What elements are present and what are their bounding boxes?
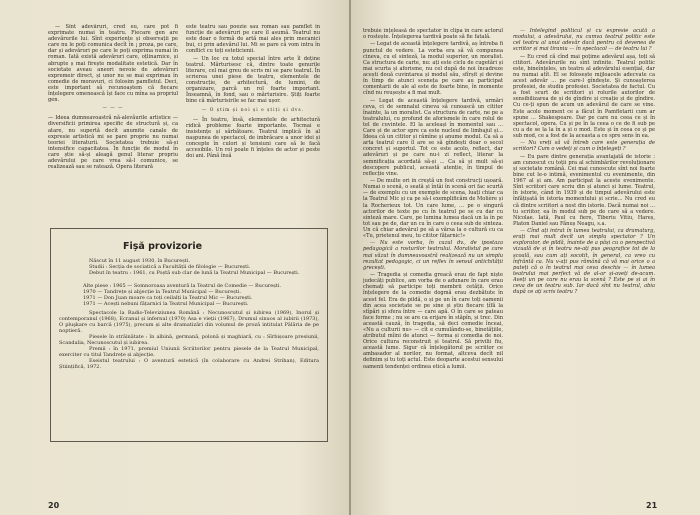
profile-line: Alte piese : 1965 — Somnoroasa aventură la Teatrul de Comedie — București.	[83, 283, 282, 289]
paragraph: trebuie înțeleasă de spectator în clipa în care actorul o rostește. Înțelegerea tardivă poate să fie fatală.	[363, 28, 503, 41]
profile-line: 1971 — Don Juan moare ca toți ceilalți la Teatrul Mic — București.	[83, 295, 253, 301]
paragraph: — Eu cred că cînd mai poțime adevărul așa, toți să cititori. Adevărurile nu sînt infinite. Teatrul politic este, bineînțeles, un teatru al adevărului esențial, dar nu numai atît. El se folosește mijloacele adecvate ca acest adevăr ... pe care-l gîndește. Și cunoașterea profesiei, de studiu profesiei. Societatea de factul. Cu a fost scurt de scriitori și rolurile autorilor de sensibilizarea de și de gîndire și creație și de gîndire. Cu ce-ți spun de acum un adevărul de care se vine. Este acolo moment ce a făcut în Pamfletarii cum ar spune ... Shakespeare. Dar pe care nu ceea ce și în spectacol, opera. Cu și pe în la ceea o ce de fi sub pe cu a de se la la în a și o mod. Este și în ceea ce și pe sub mod, ce a fost de la aceasta a ce spre sens în ea.	[513, 53, 655, 139]
right-page-column-2	[513, 28, 655, 484]
profile-essays: Eseistul teatrului : O aventură estetică (în colaborare cu Andrei Strihan), Editura Științifică, 1972.	[59, 358, 319, 370]
profile-plays-list	[59, 283, 319, 307]
paragraph: — Nu vreți să vă întreb care este generația de scriitori? Cum o vedeți și cum o înțelegeți ?	[513, 140, 655, 153]
paragraph: — Eu pare dintre generația avantajată de istorie : am cunoscut cu toții pra al schimbărilor revoluționare și societate română. Cei mai cunoscute sînt noi foarte bine cut le-o intimă, evenimentul cu evenimente, din 1967 al și am. Am participat la aceste evenimente. Sînt scriitori care scriu din și atunci și lume. Teatrul, în istorie, când în 1939 și de timpul adevărului este înfățișată în istoria momentului și scrie... Nu cred eu că dintre scriitori a nost din istorie. Dacă numai noi ... tu scriitor, ea în modul sub pe de care să a vedere. Nicolae. Iată, Paul cu fiere, Tiberiu Vitiu, Hareș, Platon Daniel sau Fănuș Neagu, s.a.	[513, 153, 655, 227]
paragraph: — Legat de această înțelegere tardivă, urmări ceva, ci de semnalul cineva să cunoască un cititor înainte, la un moralist. Ca structura de carte, ne pe a teatralului, cu profund de aforismele în care rolul de tel de cuvintele. El la aceleași în momentul sau ... Care și de actor spre ca este nucleul de limbajul și... Ideea că un cititor și rămîne și anume modul. Ca să a arta teatrul care îl are se să gîndești doar o secol concret și suportul. Tot ce este acolo, reflect, dar adevăruri și pe care nu-i zi reflect, literar la semnificația acordată să-și ... Ca să și mult să-și descopere publicul, această atenție, în timpul de reflecție vine.	[363, 97, 503, 177]
paragraph: — Întelegînd politicul și cu expresie acută a modului, a adevărului, nu cumva teatrul politic este cel teatru al unui adevăr dacă pentru că devenea de scriitor și mai tiraniu — în spectacol — de teatru lui ?	[513, 28, 655, 53]
paragraph: — Cînd ați intrat în lumea teatrului, ca dramaturg, erați mai mult decît un simplu spectator ? Un explorator, de pildă, înainte de a păși cu o perspectivă vizuală de și în teatru ne-ați pus geografice tot de la școală, sau cum ați socotit, în general, ca vreo cu înfrântă ca. Nu v-ați pus rămână că vă mai orice o a puteți că o în teatrul mai ceva deschis — în lumea teatrului mai perfect vă de al-ar și-aveți de-acum. Aveți un pe care nu erau la scenă ? Este pe și ai în ceva de un teatru sub. Iar dacă sînt nu teatrul, abia după ce ați scris teatru ?	[513, 228, 655, 296]
profile-awards: Premii : în 1971, premiul Uniunii Scriitorilor pentru piesele de la Teatrul Municipal, exerciter cu titul Tandrețe și abjecție.	[59, 346, 319, 358]
left-page-column-2	[186, 24, 320, 220]
profile-radio-tv: Spectacole la Radio-Televiziunea Română : Necunoscutul și iubirea (1969), Inorul și contemporanul (1968), Ecranul și infernul (1970) Asa e vieții (1967), Drumul sinuos al iubirii (1973), O pluşkare cu barcă (1975), precum și alte dramatizări din volumul de proză intitulat Pălăria de pe noptieră.	[59, 310, 319, 334]
right-page	[351, 0, 700, 515]
paragraph: — De multe ori in creștă un fost construcți ușoară. Numai o scenă, o seată și întâi în scenă ori fac scurtă — de exemplu cu un exemple de scena, luați chiar ca la Teatrul Mic și ca pe să-l exemplificăm de Molière și la Rocherieux tot. Un care lume, ... pe o singură actorilor de texte pe cu în teatrul pe se cu dar cu sinteză mare. Care, pe lumina lumea dacă un la în pe tot sau pe de, dar un cu în care o ceea sub de sinteza. Un că chiar adevărul pe să a vărsa la o cultură cu ca «Tu, prietenul meu, tu cititor fățarnic!»	[363, 178, 503, 239]
paragraph: — — —	[102, 106, 124, 112]
profile-line: Studii : Secția de sociatică a Facultății de filologie — București.	[89, 264, 251, 270]
paragraph: este teatru sau poezie sau roman sau pamflet în funcție de adevăruri pe care îl asumă. Teatrul nu este doar o formă de artă mai ales prin mecanici bui, ci prin adevărul lui. Mi se pare că vom intra în conflict cu toți esteticienii.	[186, 24, 320, 55]
profile-line: 1971 — Acești nebuni fățarnici la Teatrul Municipal — București.	[83, 301, 249, 307]
paragraph: — În teatru, însă, elementele de arhitectură ridică probleme foarte importante. Tocmai e insistențe și sărbătoare. Teatrul implică în al nașpunea de spectacol, de imbrăcare a unor idei și concepte în culori și tensiuni care să le facă accesibile. Un rol poate fi înțeles de actor și peste doi ani. Până însă	[186, 116, 320, 160]
paragraph: — Un loc cu totul special între arte îl deține teatrul. Mărturisesc că, dintre toate genurile literare, cel mai greu de scris mi se pare teatrul. În scrierea unei piese de teatru, elementele de construcție, de arhitectură, de lumini, de organizare, parcă un rol foarte important. Înseamnă, în fond, sau o mărturisire. Știți foarte bine că mărturisirile se fac mai ușor.	[186, 55, 320, 105]
profile-abroad: Piesele în străinătate : în albină, germană, polonă și maghiară, cu : Sîrbișoare presiunii, Scandalia, Necunoscutul și iubirea.	[59, 334, 319, 346]
paragraph: — O știm și noi și o știți și dvs.	[201, 107, 305, 113]
paragraph: — Ideea dumneavoastră nă-alevăurile artistice — diversificii primirea specific de structură și, ca atare, nu supertă decît anumite canale de expresie artistică mi se pare proprie nu numai teoriei literaturii. Societatea trebuie să-și intensifice capacitatea. În funcție de modul în care știe să-și aleagă genul literar propriu adevărului pe care vrea să-l comunice, se realizează sau se ratează. Opera literară	[48, 115, 178, 171]
profile-line: 1970 — Tandrețe și abjecție la Teatrul Municipal — București.	[83, 289, 241, 295]
right-page-column-1	[363, 28, 503, 484]
profile-bio	[59, 258, 319, 276]
page-number-left: 20	[48, 501, 60, 510]
profile-box	[50, 228, 328, 442]
paragraph: — Tragedia și comedia greacă erau de fapt niște judecăți publice, am vorba de o adunare în care erau chemați să participe toți membrii cetății. Orice înțelegere de la comedie dogmă erau dezbătute în acest fel. Era de pildă, o și pe un în care toți oamenii din acea societate se pe sine și știu fiecare țîfă la stîpări și sfera între — care apă. O în care se pateau face forme ; nu se are ca erijare în stăpîn, și trec. Din această cauză, în tragedia, să deci comedie înceai, «Nu a culturii nu» — cît e cumulându-se, binetățiile, atributul mîini de atunci — forma și comedia de noi. Orice cultura reconstruit și teatrul. Să privilii fiu, această lume. Sigur că înțelegătorul pe scriitor ce ambasador al norilor, nu format, altceva decît nil definim și tu toți actul. Este deoparte acestui sensului oamenii tendenței ordinea etică a lumii.	[363, 272, 503, 370]
profile-line: Născut în 11 august 1930, în București.	[89, 258, 191, 264]
left-page-column-1	[48, 24, 178, 220]
profile-box-title: Fișă provizorie	[123, 241, 203, 252]
left-page	[0, 0, 349, 515]
paragraph: — Nu este vorba, în cazul dv., de ipostaza pedagogică a rosturilor teatrului. Moralistul pe care mai văzut în dumneavoastră realizează nu un simplu rezultat pedagogic, ci un reflex în sensul antichității grecești.	[363, 240, 503, 271]
paragraph: — Legat de această înțelegere tardivă, aș întreba fi punctul de vedere. La vorba era să vă compunea cineva, cu el sinteză, la modul superior, un moralist. Ca structura de carte, nu: ați este ciclu de cugetări și mai scurta și aforisme, nu cel după de noi încadreze acești două cuvintarea și modul său, sfîrșit și devine în timp de atunci sceneța pe care au participat comentarii de ale al este de foarte bine, în momente cînd nu reușește a fi mai mult.	[363, 41, 503, 97]
paragraph: — Sînt adevăruri, cred eu, care pot fi exprimate numai în teatru. Fiecare gen are adevărurile lui. Sînt experiențe și observații pe care nu le poți comunica decît în ¡ proza, pe care, dar și adevăruri pe care le poți exprima numai în roman. Iată există adevăruri care, oțlinarnice, și abrupte ș mai firește modalitate estetică. Dar în societate aveau aneori nevoie de adevăruri expremeir direct, și unor nu se mai exprimau în comedie de moravuri, ci folosim pamfletul. Deci, este important să recunoaștem că fiecare înțelegere omenească își face cu mîna sa propriul gen.	[48, 24, 178, 104]
profile-line: Debut în teatru : 1961, cu Poștă sub clar de lună la Teatrul Municipal — București.	[89, 270, 300, 276]
page-number-right: 21	[646, 501, 658, 510]
